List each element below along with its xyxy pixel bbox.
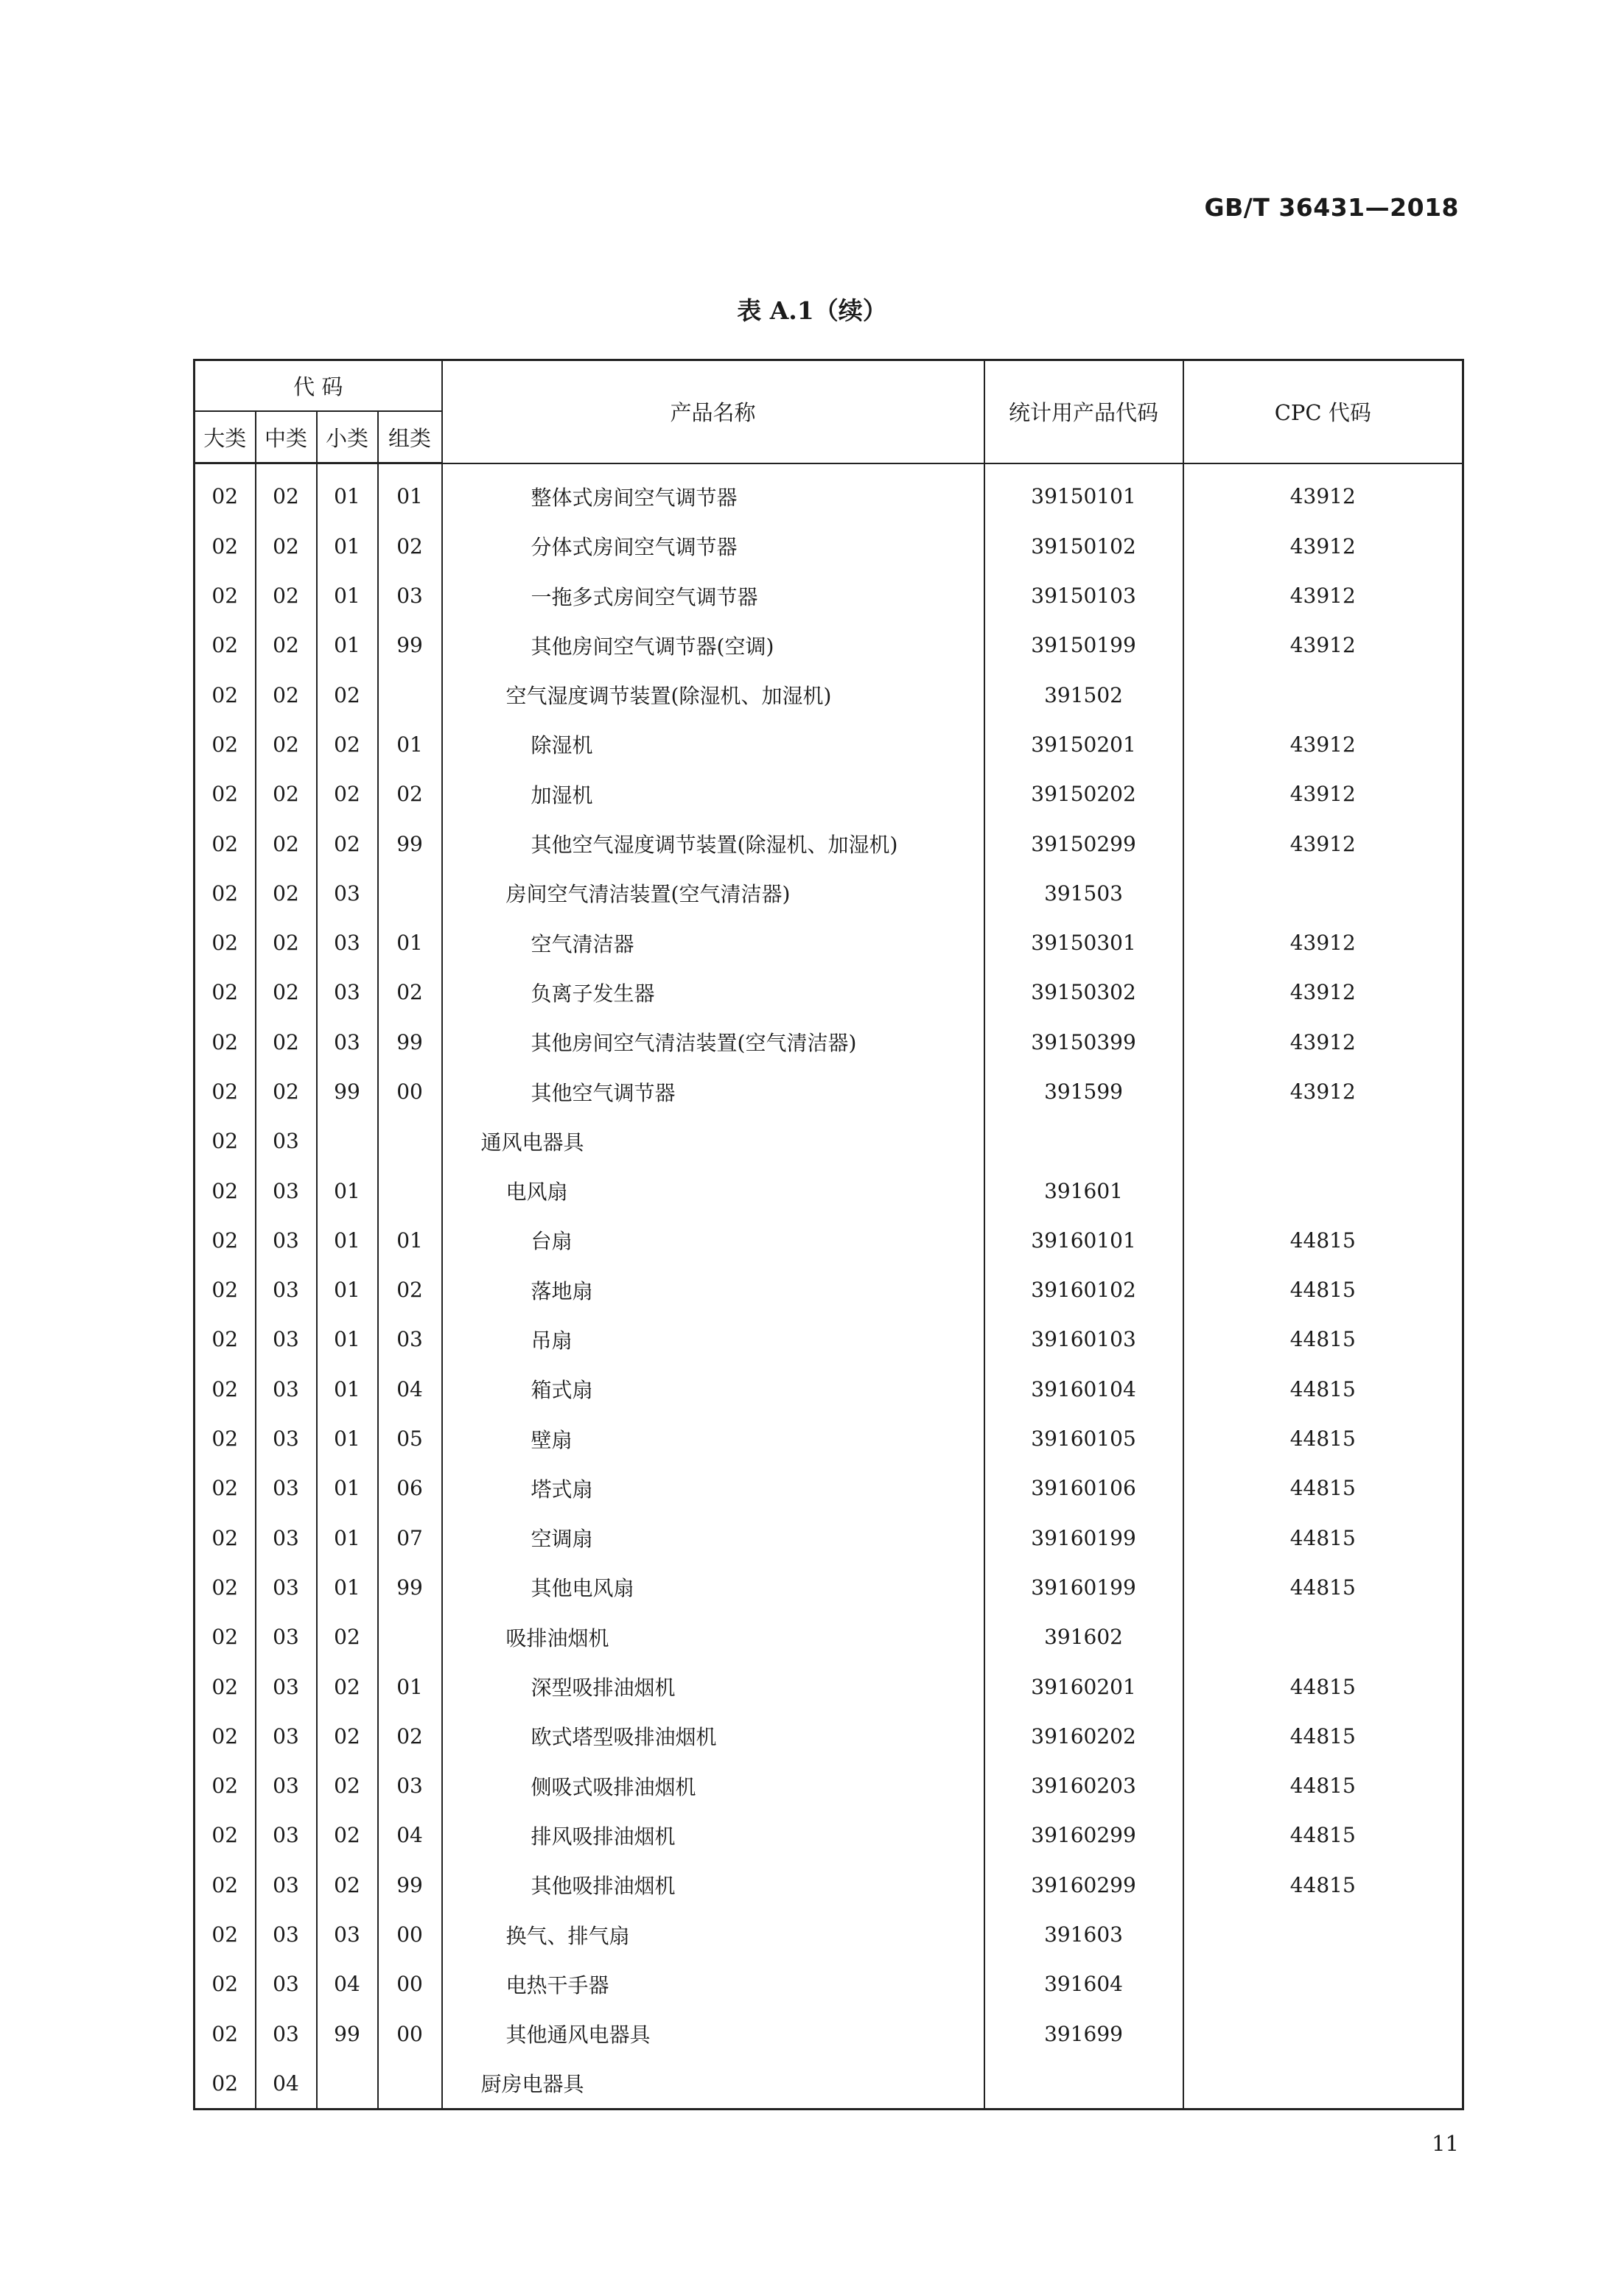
- table-row: [195, 670, 1463, 719]
- product-name-cell: 整体式房间空气调节器: [442, 463, 984, 522]
- minor-class-cell: 99: [317, 1067, 378, 1116]
- product-name-cell: 其他通风电器具: [442, 2009, 984, 2059]
- major-class-cell: 02: [195, 522, 256, 571]
- middle-class-cell: 02: [256, 1067, 317, 1116]
- minor-class-cell: 01: [317, 1166, 378, 1215]
- table-row: [195, 1463, 1463, 1513]
- cpc-code-cell: 44815: [1183, 1414, 1463, 1463]
- minor-class-cell: 01: [317, 1513, 378, 1563]
- product-name-cell: 侧吸式吸排油烟机: [442, 1761, 984, 1810]
- stat-code-cell: 39160106: [984, 1463, 1183, 1513]
- major-class-cell: 02: [195, 1662, 256, 1711]
- cpc-code-header: CPC 代码: [1183, 360, 1463, 463]
- stat-code-cell: [984, 1116, 1183, 1166]
- group-class-cell: 02: [378, 1712, 442, 1761]
- minor-class-cell: 02: [317, 1810, 378, 1860]
- minor-class-cell: 01: [317, 1365, 378, 1414]
- cpc-code-cell: 43912: [1183, 522, 1463, 571]
- minor-class-cell: 01: [317, 571, 378, 620]
- table-row: [195, 620, 1463, 670]
- middle-class-cell: 02: [256, 620, 317, 670]
- cpc-code-cell: [1183, 1910, 1463, 1959]
- product-name-cell: 电热干手器: [442, 1959, 984, 2009]
- major-class-cell: 02: [195, 571, 256, 620]
- minor-class-cell: 03: [317, 967, 378, 1017]
- middle-class-cell: 02: [256, 571, 317, 620]
- product-name-cell: 其他房间空气调节器(空调): [442, 620, 984, 670]
- product-name-cell: 空调扇: [442, 1513, 984, 1563]
- minor-class-cell: 02: [317, 769, 378, 819]
- table-row: [195, 967, 1463, 1017]
- table-row: [195, 1018, 1463, 1067]
- major-class-cell: 02: [195, 1018, 256, 1067]
- middle-class-cell: 03: [256, 1959, 317, 2009]
- cpc-code-cell: 43912: [1183, 620, 1463, 670]
- major-class-cell: 02: [195, 1414, 256, 1463]
- minor-class-cell: 99: [317, 2009, 378, 2059]
- minor-class-cell: 01: [317, 463, 378, 522]
- minor-class-cell: 01: [317, 1265, 378, 1314]
- product-name-cell: 空气湿度调节装置(除湿机、加湿机): [442, 670, 984, 719]
- stat-code-cell: 39160299: [984, 1860, 1183, 1910]
- classification-table: [193, 359, 1464, 2110]
- minor-class-cell: 01: [317, 620, 378, 670]
- major-class-cell: 02: [195, 1513, 256, 1563]
- group-class-cell: [378, 869, 442, 918]
- stat-code-cell: 39160199: [984, 1513, 1183, 1563]
- middle-class-cell: 02: [256, 463, 317, 522]
- product-name-cell: 其他房间空气清洁装置(空气清洁器): [442, 1018, 984, 1067]
- cpc-code-cell: 44815: [1183, 1712, 1463, 1761]
- minor-class-cell: 01: [317, 1414, 378, 1463]
- group-class-cell: [378, 1612, 442, 1662]
- group-class-cell: 04: [378, 1810, 442, 1860]
- stat-code-cell: 39160199: [984, 1563, 1183, 1612]
- product-name-cell: 加湿机: [442, 769, 984, 819]
- group-class-cell: 00: [378, 1910, 442, 1959]
- group-class-cell: 99: [378, 819, 442, 868]
- cpc-code-cell: 44815: [1183, 1216, 1463, 1265]
- table-row: [195, 819, 1463, 868]
- stat-code-cell: 39150102: [984, 522, 1183, 571]
- table-row: [195, 869, 1463, 918]
- group-class-cell: [378, 2059, 442, 2110]
- middle-class-cell: 03: [256, 1216, 317, 1265]
- table-row: [195, 1563, 1463, 1612]
- cpc-code-cell: [1183, 869, 1463, 918]
- middle-class-cell: 03: [256, 1265, 317, 1314]
- product-name-cell: 换气、排气扇: [442, 1910, 984, 1959]
- cpc-code-cell: [1183, 1612, 1463, 1662]
- table-body: [195, 463, 1463, 2110]
- stat-code-cell: 39160299: [984, 1810, 1183, 1860]
- product-name-cell: 吊扇: [442, 1314, 984, 1364]
- stat-code-cell: 391699: [984, 2009, 1183, 2059]
- cpc-code-cell: 43912: [1183, 571, 1463, 620]
- middle-class-cell: 03: [256, 1761, 317, 1810]
- group-class-cell: 03: [378, 571, 442, 620]
- cpc-code-cell: 44815: [1183, 1265, 1463, 1314]
- minor-class-cell: 03: [317, 1910, 378, 1959]
- minor-class-cell: [317, 1116, 378, 1166]
- stat-code-cell: 39150101: [984, 463, 1183, 522]
- table-row: [195, 918, 1463, 967]
- middle-class-cell: 02: [256, 670, 317, 719]
- major-class-cell: 02: [195, 2009, 256, 2059]
- cpc-code-cell: 43912: [1183, 1067, 1463, 1116]
- cpc-code-cell: 44815: [1183, 1563, 1463, 1612]
- major-class-cell: 02: [195, 620, 256, 670]
- cpc-code-cell: [1183, 2059, 1463, 2110]
- stat-code-cell: 39160104: [984, 1365, 1183, 1414]
- major-class-cell: 02: [195, 819, 256, 868]
- table-row: [195, 1612, 1463, 1662]
- product-name-cell: 台扇: [442, 1216, 984, 1265]
- table-title: 表 A.1（续）: [737, 296, 887, 325]
- group-class-cell: 00: [378, 1067, 442, 1116]
- cpc-code-cell: 43912: [1183, 720, 1463, 769]
- group-class-cell: 99: [378, 620, 442, 670]
- major-class-cell: 02: [195, 1067, 256, 1116]
- group-class-cell: [378, 1166, 442, 1215]
- group-class-cell: 04: [378, 1365, 442, 1414]
- group-class-cell: 03: [378, 1314, 442, 1364]
- middle-class-cell: 02: [256, 967, 317, 1017]
- group-class-cell: 06: [378, 1463, 442, 1513]
- page-number: 11: [1432, 2131, 1459, 2156]
- group-class-cell: 01: [378, 918, 442, 967]
- minor-class-cell: 01: [317, 522, 378, 571]
- table-row: [195, 463, 1463, 522]
- major-class-cell: 02: [195, 1810, 256, 1860]
- minor-class-cell: 01: [317, 1216, 378, 1265]
- middle-class-cell: 02: [256, 720, 317, 769]
- middle-class-cell: 03: [256, 1116, 317, 1166]
- table-row: [195, 522, 1463, 571]
- group-class-cell: 01: [378, 720, 442, 769]
- table-row: [195, 769, 1463, 819]
- minor-class-cell: 02: [317, 1761, 378, 1810]
- product-name-cell: 排风吸排油烟机: [442, 1810, 984, 1860]
- stat-code-cell: 391599: [984, 1067, 1183, 1116]
- product-name-cell: 箱式扇: [442, 1365, 984, 1414]
- group-class-cell: 02: [378, 967, 442, 1017]
- table-row: [195, 1712, 1463, 1761]
- cpc-code-cell: 43912: [1183, 918, 1463, 967]
- group-class-cell: 99: [378, 1563, 442, 1612]
- stat-code-cell: 391603: [984, 1910, 1183, 1959]
- table-row: [195, 1761, 1463, 1810]
- cpc-code-cell: [1183, 1166, 1463, 1215]
- stat-code-cell: 39150103: [984, 571, 1183, 620]
- table-row: [195, 1365, 1463, 1414]
- table-row: [195, 1662, 1463, 1711]
- stat-code-cell: 39160201: [984, 1662, 1183, 1711]
- middle-class-header: 中类: [256, 411, 317, 463]
- group-class-cell: 99: [378, 1860, 442, 1910]
- stat-code-cell: 39150199: [984, 620, 1183, 670]
- cpc-code-cell: [1183, 670, 1463, 719]
- minor-class-header: 小类: [317, 411, 378, 463]
- group-class-cell: 07: [378, 1513, 442, 1563]
- middle-class-cell: 03: [256, 1910, 317, 1959]
- minor-class-cell: 01: [317, 1463, 378, 1513]
- product-name-cell: 壁扇: [442, 1414, 984, 1463]
- group-class-header: 组类: [378, 411, 442, 463]
- minor-class-cell: 02: [317, 1612, 378, 1662]
- cpc-code-cell: 44815: [1183, 1463, 1463, 1513]
- cpc-code-cell: 44815: [1183, 1662, 1463, 1711]
- major-class-cell: 02: [195, 869, 256, 918]
- stat-code-cell: 39160103: [984, 1314, 1183, 1364]
- major-class-cell: 02: [195, 1314, 256, 1364]
- minor-class-cell: [317, 2059, 378, 2110]
- product-name-cell: 厨房电器具: [442, 2059, 984, 2110]
- group-class-cell: 00: [378, 1959, 442, 2009]
- product-name-cell: 落地扇: [442, 1265, 984, 1314]
- table-row: [195, 571, 1463, 620]
- stat-code-cell: 39160202: [984, 1712, 1183, 1761]
- minor-class-cell: 02: [317, 670, 378, 719]
- major-class-cell: 02: [195, 1612, 256, 1662]
- product-name-cell: 电风扇: [442, 1166, 984, 1215]
- table-row: [195, 1910, 1463, 1959]
- table-row: [195, 1265, 1463, 1314]
- major-class-cell: 02: [195, 1116, 256, 1166]
- middle-class-cell: 03: [256, 2009, 317, 2059]
- product-name-cell: 除湿机: [442, 720, 984, 769]
- major-class-cell: 02: [195, 720, 256, 769]
- cpc-code-cell: 43912: [1183, 967, 1463, 1017]
- table-row: [195, 2059, 1463, 2110]
- group-class-cell: 00: [378, 2009, 442, 2059]
- major-class-cell: 02: [195, 769, 256, 819]
- product-name-cell: 塔式扇: [442, 1463, 984, 1513]
- table-row: [195, 2009, 1463, 2059]
- stat-code-cell: 39160203: [984, 1761, 1183, 1810]
- major-class-cell: 02: [195, 1712, 256, 1761]
- header-row-top: [195, 360, 1463, 412]
- minor-class-cell: 04: [317, 1959, 378, 2009]
- product-name-cell: 吸排油烟机: [442, 1612, 984, 1662]
- major-class-cell: 02: [195, 967, 256, 1017]
- table-row: [195, 1216, 1463, 1265]
- stat-code-cell: 391601: [984, 1166, 1183, 1215]
- group-class-cell: 05: [378, 1414, 442, 1463]
- minor-class-cell: 02: [317, 819, 378, 868]
- group-class-cell: 02: [378, 522, 442, 571]
- product-name-cell: 其他电风扇: [442, 1563, 984, 1612]
- major-class-cell: 02: [195, 1959, 256, 2009]
- code-group-header: 代 码: [195, 360, 442, 412]
- major-class-cell: 02: [195, 1860, 256, 1910]
- group-class-cell: [378, 1116, 442, 1166]
- table-row: [195, 1067, 1463, 1116]
- middle-class-cell: 03: [256, 1712, 317, 1761]
- cpc-code-cell: 44815: [1183, 1513, 1463, 1563]
- cpc-code-cell: 43912: [1183, 463, 1463, 522]
- cpc-code-cell: 43912: [1183, 819, 1463, 868]
- minor-class-cell: 02: [317, 1860, 378, 1910]
- product-name-cell: 深型吸排油烟机: [442, 1662, 984, 1711]
- stat-code-cell: 39160102: [984, 1265, 1183, 1314]
- cpc-code-cell: 44815: [1183, 1314, 1463, 1364]
- major-class-cell: 02: [195, 1166, 256, 1215]
- cpc-code-cell: 44815: [1183, 1761, 1463, 1810]
- table-row: [195, 1166, 1463, 1215]
- stat-code-cell: [984, 2059, 1183, 2110]
- product-name-cell: 负离子发生器: [442, 967, 984, 1017]
- cpc-code-cell: [1183, 1959, 1463, 2009]
- major-class-cell: 02: [195, 1761, 256, 1810]
- major-class-cell: 02: [195, 918, 256, 967]
- table-row: [195, 1414, 1463, 1463]
- stat-code-cell: 391502: [984, 670, 1183, 719]
- group-class-cell: 01: [378, 1662, 442, 1711]
- product-name-cell: 其他吸排油烟机: [442, 1860, 984, 1910]
- middle-class-cell: 03: [256, 1166, 317, 1215]
- cpc-code-cell: [1183, 1116, 1463, 1166]
- minor-class-cell: 03: [317, 918, 378, 967]
- middle-class-cell: 02: [256, 1018, 317, 1067]
- cpc-code-cell: 43912: [1183, 769, 1463, 819]
- group-class-cell: 99: [378, 1018, 442, 1067]
- group-class-cell: 02: [378, 1265, 442, 1314]
- stat-code-cell: 391604: [984, 1959, 1183, 2009]
- stat-code-cell: 391503: [984, 869, 1183, 918]
- group-class-cell: [378, 670, 442, 719]
- major-class-header: 大类: [195, 411, 256, 463]
- major-class-cell: 02: [195, 463, 256, 522]
- minor-class-cell: 02: [317, 720, 378, 769]
- table-row: [195, 1116, 1463, 1166]
- middle-class-cell: 03: [256, 1414, 317, 1463]
- group-class-cell: 03: [378, 1761, 442, 1810]
- minor-class-cell: 01: [317, 1563, 378, 1612]
- product-name-header: 产品名称: [442, 360, 984, 463]
- major-class-cell: 02: [195, 670, 256, 719]
- product-name-cell: 通风电器具: [442, 1116, 984, 1166]
- major-class-cell: 02: [195, 1563, 256, 1612]
- table-row: [195, 1860, 1463, 1910]
- middle-class-cell: 03: [256, 1463, 317, 1513]
- stat-code-cell: 391602: [984, 1612, 1183, 1662]
- stat-code-cell: 39160105: [984, 1414, 1183, 1463]
- minor-class-cell: 01: [317, 1314, 378, 1364]
- middle-class-cell: 02: [256, 869, 317, 918]
- product-name-cell: 空气清洁器: [442, 918, 984, 967]
- product-name-cell: 其他空气调节器: [442, 1067, 984, 1116]
- product-name-cell: 一拖多式房间空气调节器: [442, 571, 984, 620]
- group-class-cell: 02: [378, 769, 442, 819]
- table-row: [195, 1314, 1463, 1364]
- minor-class-cell: 02: [317, 1662, 378, 1711]
- product-name-cell: 分体式房间空气调节器: [442, 522, 984, 571]
- major-class-cell: 02: [195, 1463, 256, 1513]
- stat-code-cell: 39150399: [984, 1018, 1183, 1067]
- middle-class-cell: 03: [256, 1810, 317, 1860]
- cpc-code-cell: [1183, 2009, 1463, 2059]
- stat-code-cell: 39150302: [984, 967, 1183, 1017]
- middle-class-cell: 03: [256, 1662, 317, 1711]
- middle-class-cell: 03: [256, 1513, 317, 1563]
- cpc-code-cell: 44815: [1183, 1860, 1463, 1910]
- middle-class-cell: 03: [256, 1612, 317, 1662]
- middle-class-cell: 02: [256, 918, 317, 967]
- minor-class-cell: 02: [317, 1712, 378, 1761]
- middle-class-cell: 02: [256, 769, 317, 819]
- middle-class-cell: 03: [256, 1860, 317, 1910]
- stat-code-cell: 39150301: [984, 918, 1183, 967]
- table-row: [195, 1959, 1463, 2009]
- major-class-cell: 02: [195, 2059, 256, 2110]
- major-class-cell: 02: [195, 1216, 256, 1265]
- minor-class-cell: 03: [317, 869, 378, 918]
- product-name-cell: 其他空气湿度调节装置(除湿机、加湿机): [442, 819, 984, 868]
- group-class-cell: 01: [378, 1216, 442, 1265]
- stat-code-header: 统计用产品代码: [984, 360, 1183, 463]
- middle-class-cell: 03: [256, 1563, 317, 1612]
- minor-class-cell: 03: [317, 1018, 378, 1067]
- table-row: [195, 720, 1463, 769]
- cpc-code-cell: 44815: [1183, 1810, 1463, 1860]
- cpc-code-cell: 44815: [1183, 1365, 1463, 1414]
- middle-class-cell: 02: [256, 819, 317, 868]
- stat-code-cell: 39150299: [984, 819, 1183, 868]
- product-name-cell: 房间空气清洁装置(空气清洁器): [442, 869, 984, 918]
- cpc-code-cell: 43912: [1183, 1018, 1463, 1067]
- table-row: [195, 1513, 1463, 1563]
- major-class-cell: 02: [195, 1365, 256, 1414]
- middle-class-cell: 03: [256, 1314, 317, 1364]
- middle-class-cell: 04: [256, 2059, 317, 2110]
- group-class-cell: 01: [378, 463, 442, 522]
- standard-number: GB/T 36431—2018: [1204, 193, 1459, 222]
- stat-code-cell: 39160101: [984, 1216, 1183, 1265]
- middle-class-cell: 03: [256, 1365, 317, 1414]
- stat-code-cell: 39150201: [984, 720, 1183, 769]
- major-class-cell: 02: [195, 1910, 256, 1959]
- major-class-cell: 02: [195, 1265, 256, 1314]
- product-name-cell: 欧式塔型吸排油烟机: [442, 1712, 984, 1761]
- middle-class-cell: 02: [256, 522, 317, 571]
- stat-code-cell: 39150202: [984, 769, 1183, 819]
- table-row: [195, 1810, 1463, 1860]
